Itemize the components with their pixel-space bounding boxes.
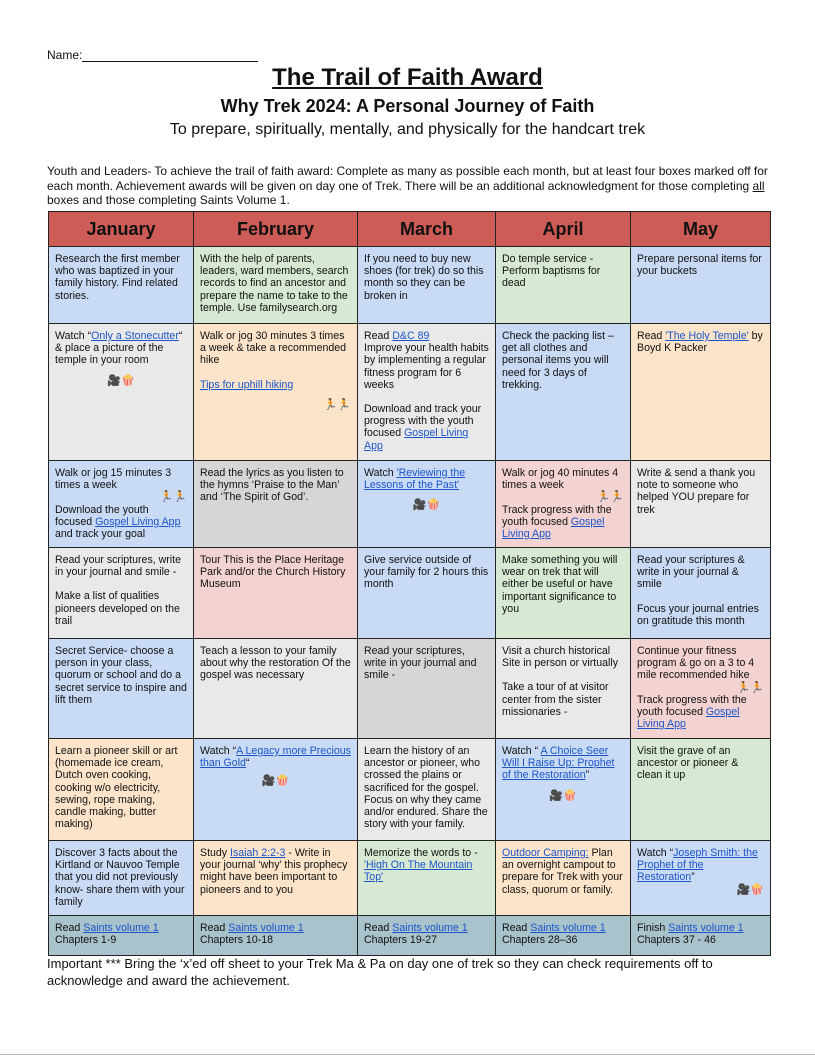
task-cell[interactable]: Outdoor Camping: Plan an overnight campout to prepare for Trek with your class, quorum or family. <box>496 841 631 916</box>
link-the-holy-temple[interactable]: 'The Holy Temple' <box>665 330 749 342</box>
month-header-january: January <box>49 212 194 247</box>
month-header-row <box>49 212 771 247</box>
grid-row <box>49 324 771 461</box>
link-outdoor-camping[interactable]: Outdoor Camping: <box>502 847 589 859</box>
task-cell[interactable]: Give service outside of your family for 2 hours this month <box>358 548 496 639</box>
page-bottom-divider <box>0 1054 815 1055</box>
task-cell[interactable]: Learn the history of an ancestor or pioneer, who crossed the plains or sacrificed for the gospel. Focus on why they came and/or endured. Share the story with your family. <box>358 739 496 841</box>
task-cell[interactable]: Read your scriptures & write in your journal & smile Focus your journal entries on gratitude this month <box>631 548 771 639</box>
task-cell[interactable]: Read 'The Holy Temple' by Boyd K Packer <box>631 324 771 461</box>
page-tagline: To prepare, spiritually, mentally, and physically for the handcart trek <box>169 121 646 138</box>
link-saints-volume-1[interactable]: Saints volume 1 <box>392 922 468 934</box>
month-header-may: May <box>631 212 771 247</box>
grid-row <box>49 639 771 739</box>
runners-icon: 🏃🏃 <box>159 490 187 504</box>
task-cell[interactable]: Write & send a thank you note to someone who helped YOU prepare for trek <box>631 461 771 548</box>
task-cell[interactable]: Read the lyrics as you listen to the hymns ‘Praise to the Man’ and ‘The Spirit of God’. <box>194 461 358 548</box>
month-header-april: April <box>496 212 631 247</box>
task-cell[interactable]: Watch 'Reviewing the Lessons of the Past' 🎥🍿 <box>358 461 496 548</box>
link-tips-uphill-hiking[interactable]: Tips for uphill hiking <box>200 378 294 391</box>
task-cell[interactable]: Research the first member who was baptized in your family history. Find related stories. <box>49 247 194 324</box>
task-cell[interactable]: Make something you will wear on trek that will either be useful or have important significance to you <box>496 548 631 639</box>
task-cell[interactable]: Continue your fitness program & go on a 3 to 4 mile recommended hike 🏃🏃 Track progress with the youth focused Gospel Living App <box>631 639 771 739</box>
name-blank-line[interactable] <box>82 50 258 62</box>
task-cell[interactable]: Discover 3 facts about the Kirtland or Nauvoo Temple that you did not previously know- share them with your family <box>49 841 194 916</box>
video-popcorn-icon: 🎥🍿 <box>412 498 441 512</box>
runners-icon: 🏃🏃 <box>736 680 764 694</box>
link-only-a-stonecutter[interactable]: Only a Stonecutter <box>91 330 179 342</box>
month-header-march: March <box>358 212 496 247</box>
link-isaiah[interactable]: Isaiah 2:2-3 <box>230 847 286 859</box>
link-gospel-living-app[interactable]: Gospel Living App <box>637 706 740 731</box>
task-cell[interactable]: Read Saints volume 1 Chapters 28–36 <box>496 916 631 956</box>
task-cell[interactable]: Finish Saints volume 1 Chapters 37 - 46 <box>631 916 771 956</box>
task-cell[interactable]: Watch “ A Choice Seer Will I Raise Up: Prophet of the Restoration” 🎥🍿 <box>496 739 631 841</box>
link-high-on-mountain-top[interactable]: 'High On The Mountain Top' <box>364 859 473 884</box>
runners-icon: 🏃🏃 <box>323 397 351 411</box>
grid-row <box>49 841 771 916</box>
grid-row <box>49 548 771 639</box>
link-gospel-living-app[interactable]: Gospel Living App <box>95 515 181 528</box>
link-joseph-smith-prophet[interactable]: Joseph Smith: the Prophet of the Restoration <box>637 847 758 884</box>
task-cell[interactable]: Read your scriptures, write in your journal and smile - Make a list of qualities pioneers developed on the trail <box>49 548 194 639</box>
task-cell[interactable]: Secret Service- choose a person in your class, quorum or school and do a secret service to inspire and lift them <box>49 639 194 739</box>
grid-row <box>49 739 771 841</box>
runners-icon: 🏃🏃 <box>596 490 624 504</box>
grid-row <box>49 247 771 324</box>
task-cell[interactable]: Read Saints volume 1 Chapters 19-27 <box>358 916 496 956</box>
link-saints-volume-1[interactable]: Saints volume 1 <box>83 922 159 934</box>
link-saints-volume-1[interactable]: Saints volume 1 <box>228 922 304 934</box>
task-cell[interactable]: Tour This is the Place Heritage Park and/or the Church History Museum <box>194 548 358 639</box>
task-cell[interactable]: Read D&C 89 Improve your health habits by implementing a regular fitness program for 6 weeks Download and track your progress with the youth focused Gospel Living App <box>358 324 496 461</box>
task-cell[interactable]: Visit the grave of an ancestor or pioneer & clean it up <box>631 739 771 841</box>
task-cell[interactable]: Walk or jog 15 minutes 3 times a week 🏃🏃 Download the youth focused Gospel Living App and track your goal <box>49 461 194 548</box>
link-reviewing-lessons[interactable]: 'Reviewing the Lessons of the Past' <box>364 467 466 492</box>
task-cell[interactable]: If you need to buy new shoes (for trek) do so this month so they can be broken in <box>358 247 496 324</box>
task-cell[interactable]: Study Isaiah 2:2-3 - Write in your journal ‘why’ this prophecy might have been important to pioneers and to you <box>194 841 358 916</box>
task-cell[interactable]: Watch “Only a Stonecutter“ & place a picture of the temple in your room 🎥🍿 <box>49 324 194 461</box>
task-cell[interactable]: Teach a lesson to your family about why the restoration Of the gospel was necessary <box>194 639 358 739</box>
task-cell[interactable]: Do temple service - Perform baptisms for dead <box>496 247 631 324</box>
video-popcorn-icon: 🎥🍿 <box>549 788 577 802</box>
link-gospel-living-app[interactable]: Gospel Living App <box>502 515 605 541</box>
task-cell[interactable]: Read your scriptures, write in your journal and smile - <box>358 639 496 739</box>
task-cell[interactable]: With the help of parents, leaders, ward members, search records to find an ancestor and prepare the name to take to the temple. Use familysearch.org <box>194 247 358 324</box>
page-title: The Trail of Faith Award <box>272 64 543 91</box>
link-dc-89[interactable]: D&C 89 <box>392 330 430 342</box>
grid-row <box>49 916 771 956</box>
task-cell[interactable]: Check the packing list – get all clothes and personal items you will need for 3 days of trekking. <box>496 324 631 461</box>
video-popcorn-icon: 🎥🍿 <box>261 774 290 788</box>
link-saints-volume-1[interactable]: Saints volume 1 <box>668 922 744 934</box>
task-cell[interactable]: Walk or jog 40 minutes 4 times a week 🏃🏃 Track progress with the youth focused Gospel Living App <box>496 461 631 548</box>
month-header-february: February <box>194 212 358 247</box>
link-saints-volume-1[interactable]: Saints volume 1 <box>530 922 606 934</box>
link-choice-seer[interactable]: A Choice Seer Will I Raise Up: Prophet of the Restoration <box>502 745 615 782</box>
name-field[interactable] <box>47 48 258 62</box>
video-popcorn-icon: 🎥🍿 <box>107 373 135 387</box>
task-cell[interactable]: Learn a pioneer skill or art (homemade ice cream, Dutch oven cooking, cooking w/o electricity, sewing, rope making, candle making, butter making) <box>49 739 194 841</box>
link-legacy-precious-gold[interactable]: A Legacy more Precious than Gold <box>200 745 351 770</box>
task-cell[interactable]: Read Saints volume 1 Chapters 10-18 <box>194 916 358 956</box>
task-cell[interactable]: Watch “A Legacy more Precious than Gold“ 🎥🍿 <box>194 739 358 841</box>
task-cell[interactable]: Watch “Joseph Smith: the Prophet of the Restoration” 🎥🍿 <box>631 841 771 916</box>
task-cell[interactable]: Memorize the words to - 'High On The Mountain Top' <box>358 841 496 916</box>
task-cell[interactable]: Read Saints volume 1 Chapters 1-9 <box>49 916 194 956</box>
task-cell[interactable]: Visit a church historical Site in person or virtually Take a tour of at visitor center from the sister missionaries - <box>496 639 631 739</box>
video-popcorn-icon: 🎥🍿 <box>736 882 764 896</box>
link-gospel-living-app[interactable]: Gospel Living App <box>364 427 469 452</box>
award-grid <box>48 211 771 956</box>
task-cell[interactable]: Prepare personal items for your buckets <box>631 247 771 324</box>
intro-paragraph: Youth and Leaders- To achieve the trail of faith award: Complete as many as possible each month, but at least four boxes marked off for each month. Achievement awards will be given on day one of Trek. There will be an additional acknowledgment for those completing all boxes and those completing Saints Volume 1. <box>47 164 768 207</box>
name-label: Name: <box>47 48 83 62</box>
important-note: Important *** Bring the ‘x’ed off sheet to your Trek Ma & Pa on day one of trek so they can check requirements off to acknowledge and award the achievement. <box>47 956 713 988</box>
grid-row <box>49 461 771 548</box>
intro-emphasis: all <box>752 178 765 193</box>
page-subtitle: Why Trek 2024: A Personal Journey of Faith <box>220 96 595 116</box>
task-cell[interactable]: Walk or jog 30 minutes 3 times a week & take a recommended hike Tips for uphill hiking 🏃🏃 <box>194 324 358 461</box>
